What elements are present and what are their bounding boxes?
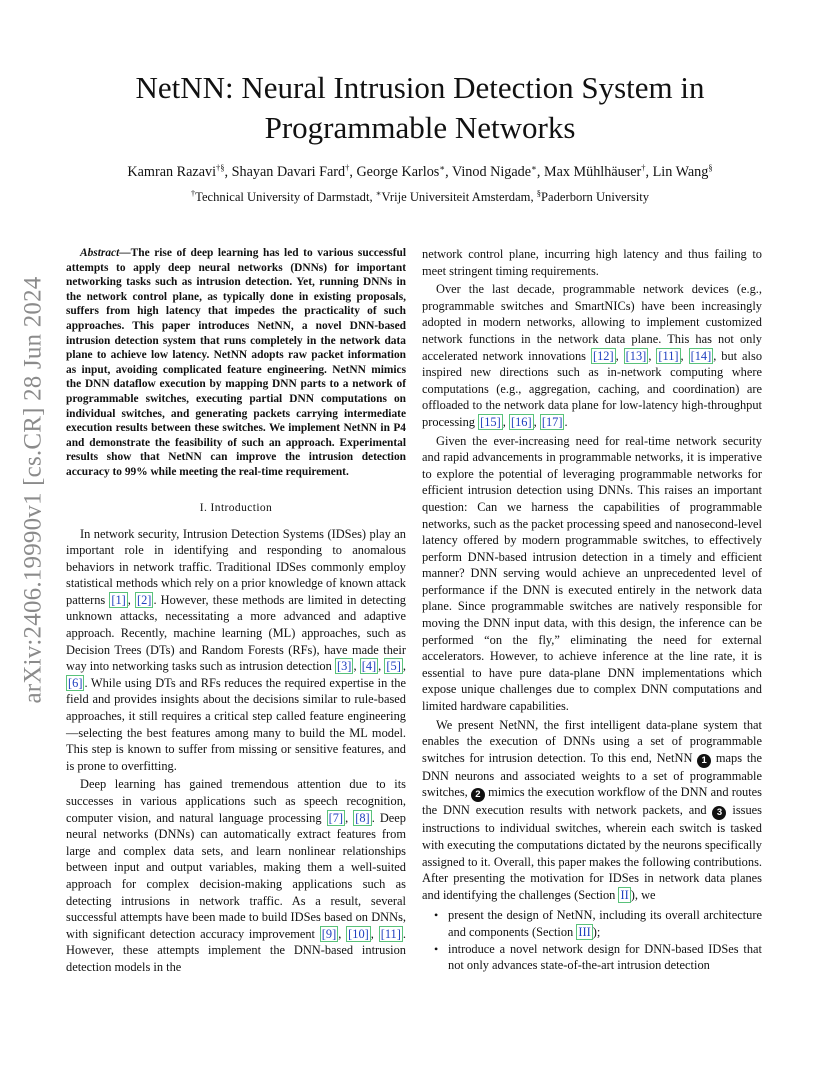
citation-link[interactable]: [12]: [592, 348, 614, 363]
right-column: [422, 246, 762, 974]
citation-link[interactable]: [16]: [510, 414, 532, 429]
paragraph: Over the last decade, programmable network devices (e.g., programmable switches and SmartNICs) have been increasingly adopted in modern networks, allowing to implement customized network functions in the network data plane. This has not only accelerated network innovations [12] , [13] , [11] , [14] , but also inspired new directions such as in-network computing where computations (e.g., aggregation, caching, and coordination) are offloaded to the network data plane for low-latency high-throughput processing [15] , [16] , [17] .: [422, 282, 763, 429]
section-link[interactable]: II: [620, 887, 629, 902]
list-item: • introduce a novel network design for DNN-based IDSes that not only advances state-of-the-art intrusion detection: [422, 941, 762, 974]
arxiv-stamp: [14, 250, 54, 730]
citation-link[interactable]: [7]: [328, 810, 344, 825]
abstract: [66, 246, 406, 480]
paragraph: network control plane, incurring high latency and thus failing to meet stringent timing requirements.: [422, 247, 762, 278]
citation-link[interactable]: [2]: [136, 592, 152, 607]
author: George Karlos∗: [356, 162, 446, 180]
citation-link[interactable]: [11]: [380, 926, 401, 941]
citation-link[interactable]: [8]: [355, 810, 370, 825]
author: Max Mühlhäuser†: [543, 162, 646, 180]
citation-link[interactable]: [10]: [348, 926, 369, 941]
step-number-badge: 1: [697, 754, 711, 768]
paragraph: Given the ever-increasing need for real-time network security and rapid advancements in programmable networks, it is imperative to explore the potential of leveraging programmable networks for efficient intrusion detection using DNNs. This raises an important question: Can we harness the capabilities of programmable networks, such as the packet processing speed and nanosecond-level latency offered by modern programmable switches, to effectively perform DNN-based intrusion detection in a timely and efficient manner? DNN serving would achieve an unprecedented level of performance if the DNN is executed entirely in the network data plane. Since programmable switches are natively responsible for moving the DNN input data, with this design, the inference can be performed “on the fly,” eliminating the need for external accelerators. However, to achieve inference at the line rate, it is essential to have pure data-plane DNN implementations which expose unique challenges due to complex DNN computations and limited hardware capabilities.: [422, 433, 762, 714]
paragraph: In network security, Intrusion Detection Systems (IDSes) play an important role in identifying and responding to anomalous behaviors in network traffic. Traditional IDSes commonly employ statistical methods which rely on a prior knowledge of known attack patterns [1] , [2] . However, these methods are limited in detecting unknown attacks, necessitating a more advanced and adaptive approach. Recently, machine learning (ML) approaches, such as Decision Trees (DTs) and Random Forests (RFs), have made their way into networking tasks such as intrusion detection [3] , [4] , [5] , [6] . While using DTs and RFs reduces the required expertise in the field and provides insights about the decisions similar to rule-based approaches, it still requires a critical step called feature engineering—selecting the best features among many to build the ML model. This step is known to suffer from missing or sensitive features, and is prone to overfitting.: [66, 526, 406, 773]
paper-title: NetNN: Neural Intrusion Detection System in Programmable Networks: [135, 70, 705, 145]
paragraph: Deep learning has gained tremendous attention due to its successes in various applications such as speech recognition, computer vision, and natural language processing [7] , [8] . Deep neural networks (DNNs) can automatically extract features from large and complex data sets, and learn nonlinear relationships between input and output variables, making them a well-suited approach for complex decision-making applications such as detecting intrusions in network traffic. As a result, several successful attempts have been made to build IDSes based on DNNs, with significant detection accuracy improvement [9] , [10] , [11] . However, these attempts implement the DNN-based intrusion detection models in the: [66, 777, 406, 974]
abstract-label: Abstract: [80, 247, 120, 259]
paragraph: We present NetNN, the first intelligent data-plane system that enables the execution of DNNs using a set of programmable switches for intrusion detection. To this end, NetNN 1 maps the DNN neurons and associated weights to a set of programmable switches, 2 mimics the execution workflow of the DNN and routes the DNN execution results with network packets, and 3 issues instructions to individual switches, wherein each switch is tasked with executing the computations dictated by the neurons specifically assigned to it. Overall, this paper makes the following contributions. After presenting the motivation for IDSes in network data planes and identifying the challenges (Section II ), we: [422, 717, 762, 902]
step-number-badge: 3: [712, 806, 726, 820]
author: Shayan Davari Fard†: [231, 162, 350, 180]
citation-link[interactable]: [4]: [361, 659, 377, 674]
affiliation: ∗Vrije Universiteit Amsterdam: [375, 187, 531, 204]
affiliation: †Technical University of Darmstadt: [190, 187, 370, 204]
citation-link[interactable]: [15]: [480, 414, 501, 429]
affiliation-list: †Technical University of Darmstadt, ∗Vrije Universiteit Amsterdam, §Paderborn University: [190, 187, 650, 204]
citation-link[interactable]: [6]: [68, 675, 83, 690]
section-link[interactable]: III: [578, 924, 591, 939]
abstract-text: —The rise of deep learning has led to various successful attempts to apply deep neural networks (DNNs) for important networking tasks such as intrusion detection. Yet, running DNNs in the network control plane, as typically done in existing proposals, suffers from high latency that impedes the practicality of such approaches. This paper introduces NetNN, a novel DNN-based intrusion detection system that runs completely in the network data plane to achieve low latency. NetNN adopts raw packet information as input, avoiding complicated feature engineering. NetNN mimics the DNN dataflow execution by mapping DNN parts to a network of programmable switches, executing partial DNN computations on individual switches, and generating packets carrying intermediate execution results between these switches. We implement NetNN in P4 and demonstrate the feasibility of such an approach. Experimental results show that NetNN can improve the intrusion detection accuracy to 99% while meeting the real-time requirement.: [66, 247, 406, 478]
author-list: Kamran Razavi†§, Shayan Davari Fard†, George Karlos∗, Vinod Nigade∗, Max Mühlhäuser†, Lin Wang§: [127, 162, 713, 180]
citation-link[interactable]: [14]: [690, 348, 712, 363]
affiliation: §Paderborn University: [536, 187, 650, 204]
citation-link[interactable]: [5]: [386, 659, 401, 674]
author: Kamran Razavi†§: [127, 162, 225, 180]
citation-link[interactable]: [9]: [321, 926, 337, 941]
author: Lin Wang§: [652, 162, 713, 180]
list-item: • present the design of NetNN, including its overall architecture and components (Section III );: [422, 907, 762, 940]
arxiv-identifier: arXiv:2406.19990v1 [cs.CR] 28 Jun 2024: [20, 276, 47, 704]
section-heading: I. Introduction: [199, 501, 273, 514]
author: Vinod Nigade∗: [451, 162, 537, 180]
citation-link[interactable]: [1]: [111, 592, 126, 607]
citation-link[interactable]: [17]: [541, 414, 563, 429]
left-column: [66, 246, 406, 978]
contribution-list: [422, 907, 762, 973]
citation-link[interactable]: [11]: [658, 348, 679, 363]
step-number-badge: 2: [471, 788, 485, 802]
citation-link[interactable]: [13]: [625, 348, 647, 363]
citation-link[interactable]: [3]: [336, 659, 352, 674]
